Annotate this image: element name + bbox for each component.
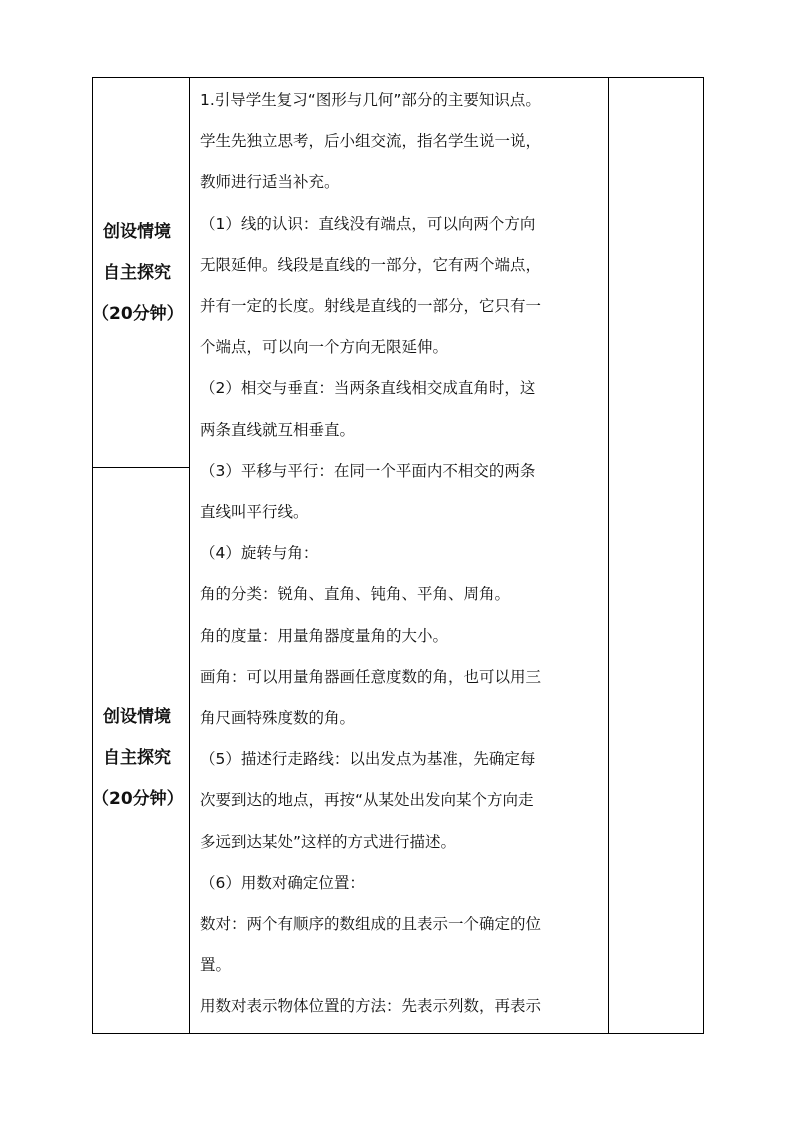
content-line: （6）用数对确定位置： <box>200 873 365 892</box>
side-section-1-line1: 创设情境 <box>103 222 171 242</box>
content-line: 直线叫平行线。 <box>200 503 309 522</box>
row-divider <box>92 467 189 468</box>
content-line: 并有一定的长度。射线是直线的一部分，它只有一 <box>200 297 542 316</box>
content-line: 画角：可以用量角器画任意度数的角，也可以用三 <box>200 667 542 686</box>
content-line: 数对：两个有顺序的数组成的且表示一个确定的位 <box>200 915 542 934</box>
content-line: （4）旋转与角： <box>200 544 319 563</box>
side-section-1 <box>92 212 192 335</box>
content-line: 角的度量：用量角器度量角的大小。 <box>200 626 449 645</box>
content-line: 无限延伸。线段是直线的一部分，它有两个端点， <box>200 255 542 274</box>
content-line: 次要到达的地点，再按“从某处出发向某个方向走 <box>200 791 534 810</box>
content-line: 学生先独立思考，后小组交流，指名学生说一说， <box>200 132 542 151</box>
table-right-border <box>703 77 704 1034</box>
content-line: 个端点，可以向一个方向无限延伸。 <box>200 338 449 357</box>
side-section-1-line3: （20分钟） <box>92 304 184 324</box>
table-top-border <box>92 77 704 78</box>
content-line: 教师进行适当补充。 <box>200 173 340 192</box>
content-cell <box>200 80 610 1028</box>
content-line: 两条直线就互相垂直。 <box>200 420 356 439</box>
content-line: 多远到达某处”这样的方式进行描述。 <box>200 832 457 851</box>
content-line: 用数对表示物体位置的方法：先表示列数，再表示 <box>200 997 542 1016</box>
content-line: （1）线的认识：直线没有端点，可以向两个方向 <box>200 214 536 233</box>
content-line: （2）相交与垂直：当两条直线相交成直角时，这 <box>200 379 536 398</box>
side-section-2 <box>92 697 192 820</box>
table-bottom-border <box>92 1033 704 1034</box>
side-section-1-line2: 自主探究 <box>103 263 171 283</box>
content-line: （3）平移与平行：在同一个平面内不相交的两条 <box>200 461 536 480</box>
side-section-2-line3: （20分钟） <box>92 789 184 809</box>
content-line: 角的分类：锐角、直角、钝角、平角、周角。 <box>200 585 511 604</box>
side-section-2-line2: 自主探究 <box>103 748 171 768</box>
content-line: （5）描述行走路线：以出发点为基准，先确定每 <box>200 750 536 769</box>
content-line: 1.引导学生复习“图形与几何”部分的主要知识点。 <box>200 91 541 109</box>
side-section-2-line1: 创设情境 <box>103 707 171 727</box>
content-line: 角尺画特殊度数的角。 <box>200 709 356 728</box>
content-line: 置。 <box>200 956 232 975</box>
